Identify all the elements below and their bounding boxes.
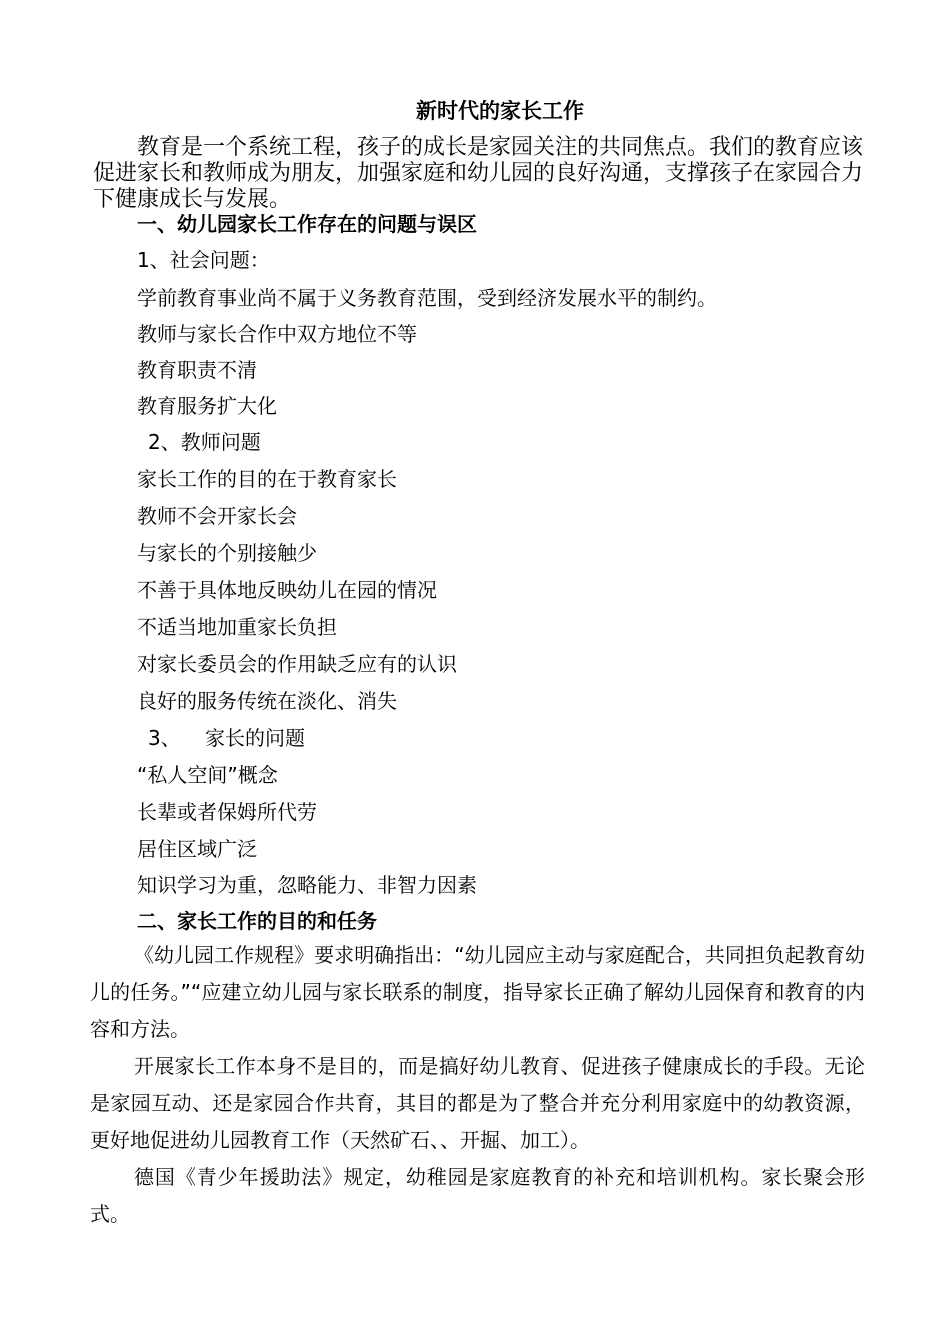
list-item: 教师不会开家长会: [137, 504, 297, 528]
list-item: 学前教育事业尚不属于义务教育范围，受到经济发展水平的制约。: [137, 286, 717, 310]
subsection-3-number: 3、: [148, 726, 181, 750]
subsection-3-label: 家长的问题: [205, 726, 305, 750]
list-item: 对家长委员会的作用缺乏应有的认识: [137, 652, 457, 676]
body-paragraph: 德国《青少年援助法》规定，幼稚园是家庭教育的补充和培训机构。家长聚会形式。: [90, 1165, 865, 1226]
list-item: 家长工作的目的在于教育家长: [137, 467, 397, 491]
list-item: 教育服务扩大化: [137, 394, 277, 418]
section-1-heading: 一、幼儿园家长工作存在的问题与误区: [137, 212, 477, 236]
list-item: 不善于具体地反映幼儿在园的情况: [137, 578, 437, 602]
body-paragraph: 开展家长工作本身不是目的，而是搞好幼儿教育、促进孩子健康成长的手段。无论是家园互动、还是家园合作共育，其目的都是为了整合并充分利用家庭中的幼教资源，更好地促进幼儿园教育工作（天然矿石、、开掘、加工）。: [90, 1054, 865, 1152]
intro-paragraph: 教育是一个系统工程，孩子的成长是家园关注的共同焦点。我们的教育应该促进家长和教师成为朋友，加强家庭和幼儿园的良好沟通，支撑孩子在家园合力下健康成长与发展。: [93, 135, 864, 212]
list-item: 不适当地加重家长负担: [137, 615, 337, 639]
list-item: 教育职责不清: [137, 358, 257, 382]
body-paragraph: 《幼儿园工作规程》要求明确指出：“幼儿园应主动与家庭配合，共同担负起教育幼儿的任务。”“应建立幼儿园与家长联系的制度，指导家长正确了解幼儿园保育和教育的内容和方法。: [90, 943, 865, 1041]
document-title: 新时代的家长工作: [416, 99, 584, 123]
subsection-1-label: 1、社会问题：: [137, 248, 270, 272]
list-item: 居住区域广泛: [137, 837, 257, 861]
list-item: 长辈或者保姆所代劳: [137, 800, 317, 824]
list-item: 与家长的个别接触少: [137, 541, 317, 565]
list-item: 良好的服务传统在淡化、消失: [137, 689, 397, 713]
list-item: 知识学习为重，忽略能力、非智力因素: [137, 873, 477, 897]
list-item: “私人空间”概念: [137, 763, 278, 787]
list-item: 教师与家长合作中双方地位不等: [137, 322, 417, 346]
subsection-2-label: 2、教师问题: [148, 430, 261, 454]
section-2-heading: 二、家长工作的目的和任务: [137, 909, 377, 933]
